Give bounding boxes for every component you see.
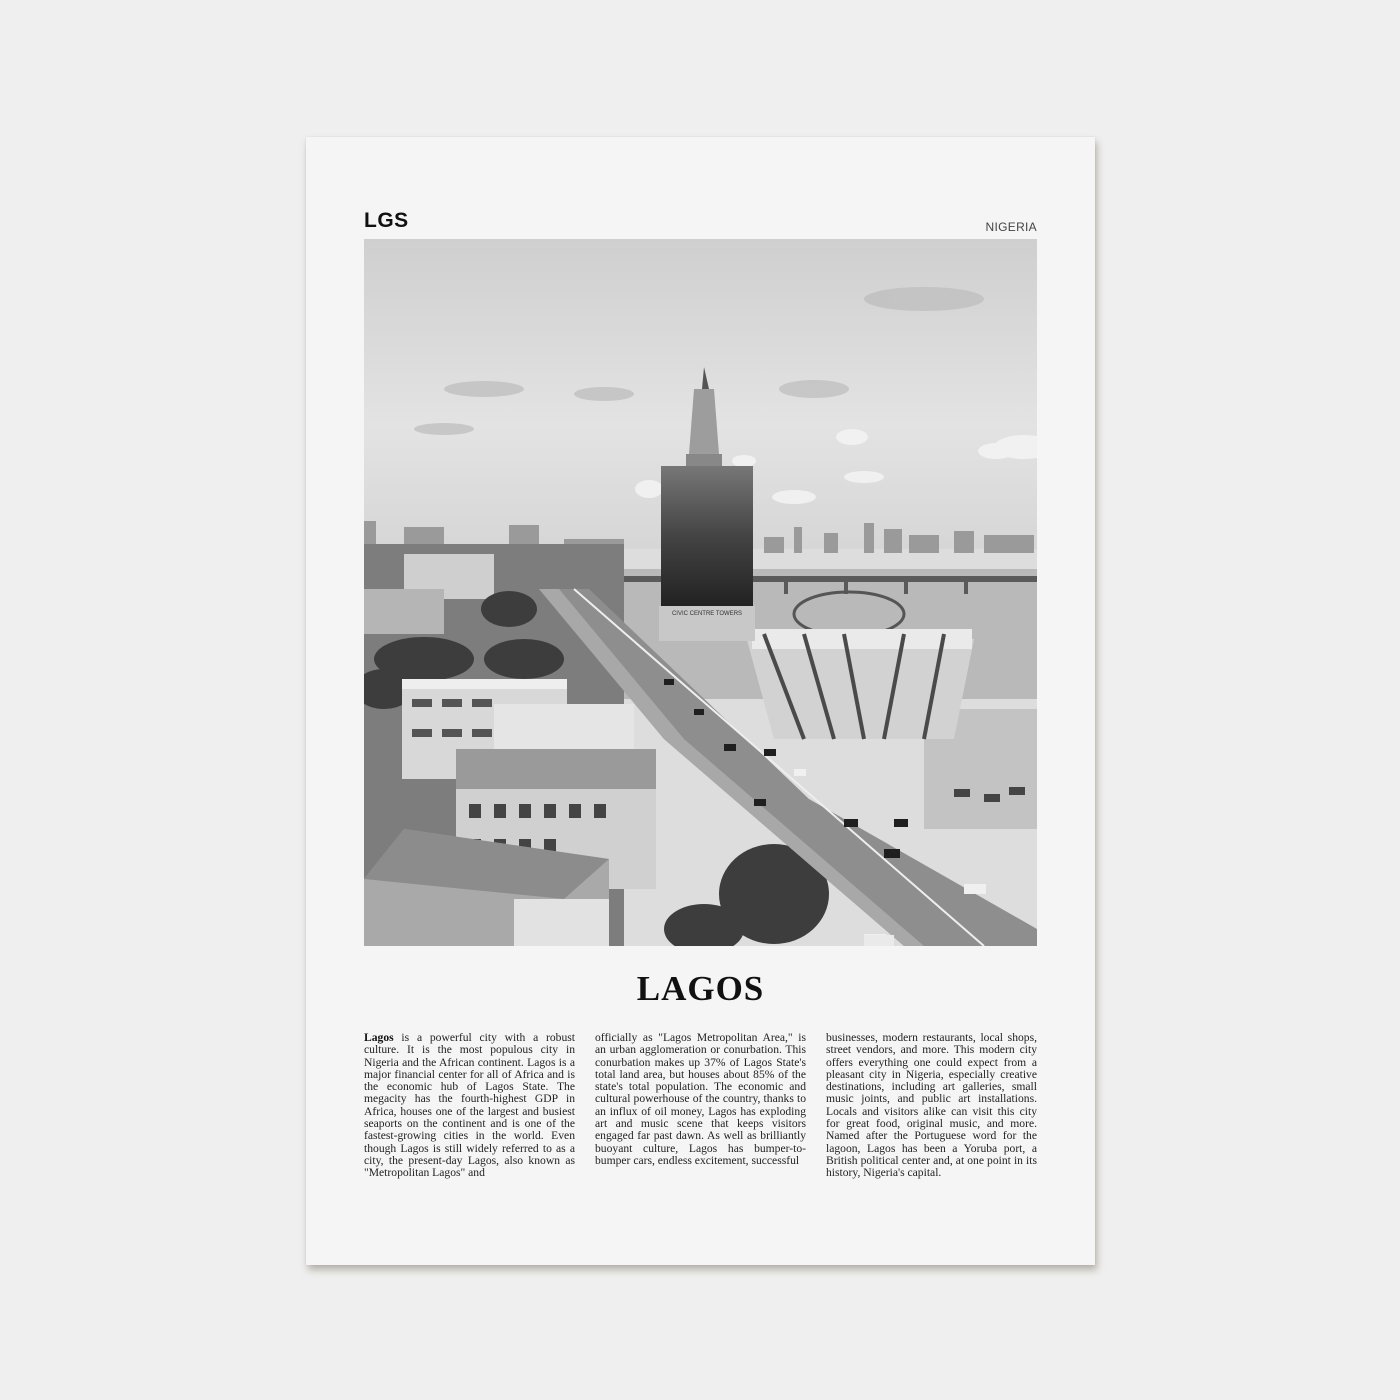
description-column-3: businesses, modern restaurants, local shops, street vendors, and more. This modern city offers everything one could expect from a pleasant city in Nigeria, especially creative destinations, including art galleries, small music joints, and public art installations. Locals and visitors alike can visit this city for great food, original music, and more. Named after the Portuguese word for the lagoon, Lagos has been a Yoruba port, a British political center and, at one point in its history, Nigeria's capital. — [826, 1031, 1037, 1180]
description-column-1 — [364, 1032, 575, 1179]
country-label: NIGERIA — [985, 220, 1037, 234]
city-title: LAGOS — [636, 969, 765, 1008]
poster — [306, 137, 1095, 1265]
city-skyline-photo — [364, 239, 1037, 946]
description-columns — [364, 1032, 1037, 1179]
city-code: LGS — [364, 209, 409, 232]
tower-sign: CIVIC CENTRE TOWERS — [671, 611, 743, 617]
city-photo — [364, 239, 1037, 946]
intro-bold: Lagos — [364, 1031, 394, 1044]
column-1-text: is a powerful city with a robust culture. It is the most populous city in Nigeria and the African continent. Lagos is a major financial center for all of Africa and is the economic hub of Lagos State. The megacity has the fourth-highest GDP in Africa, houses one of the largest and busiest seaports on the continent and is one of the fastest-growing cities in the world. Even though Lagos is still widely referred to as a city, the present-day Lagos, also known as "Metropolitan Lagos" and — [364, 1031, 575, 1180]
description-column-2: officially as "Lagos Metropolitan Area," is an urban agglomeration or conurbation. This conurbation makes up 37% of Lagos State's total land area, but houses about 85% of the state's total population. The economic and cultural powerhouse of the country, thanks to an influx of oil money, Lagos has exploding art and music scene that keeps visitors engaged far past dawn. As well as brilliantly buoyant culture, Lagos has bumper-to-bumper cars, endless excitement, successful — [595, 1031, 806, 1167]
